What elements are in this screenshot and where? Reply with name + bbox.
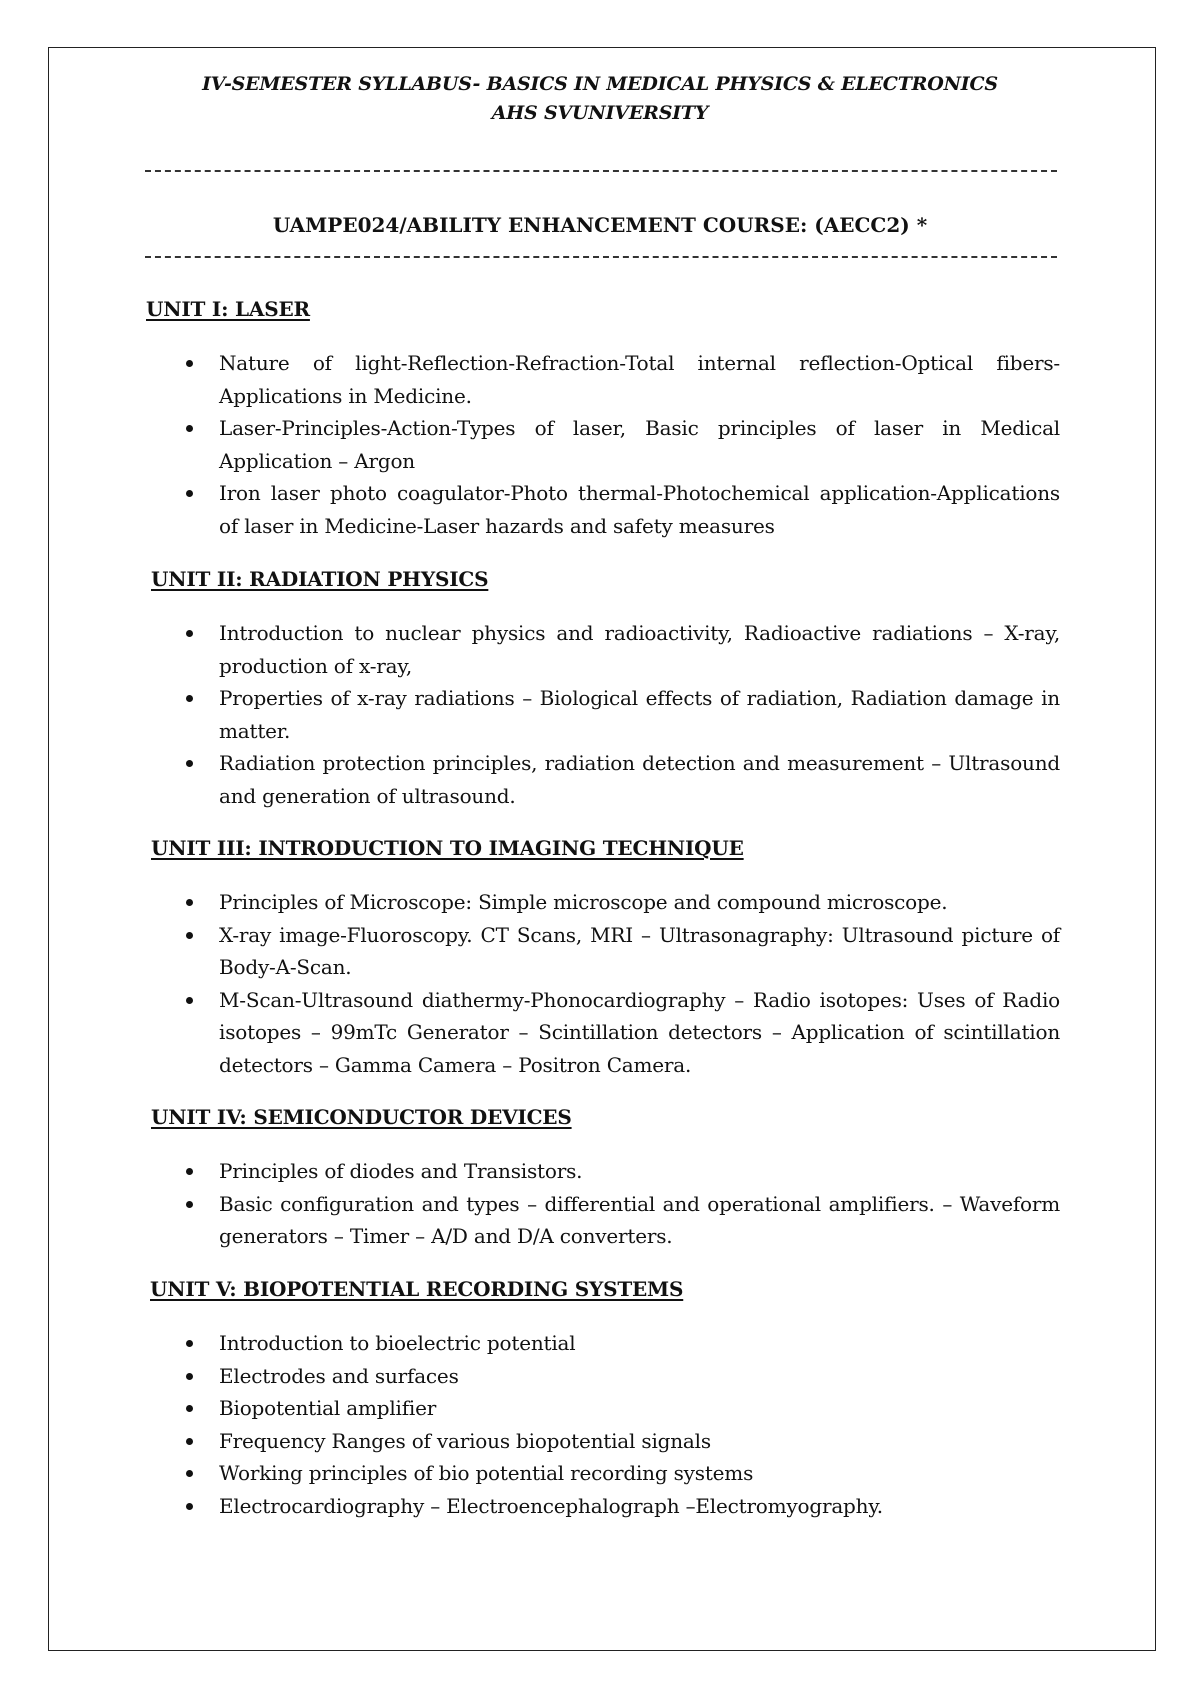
list-item: X-ray image-Fluoroscopy. CT Scans, MRI – Ultrasonagraphy: Ultrasound picture of Body-A-Scan. [181,919,1060,984]
list-item: Biopotential amplifier [181,1392,1060,1425]
list-item: Principles of diodes and Transistors. [181,1155,1060,1188]
list-item: Introduction to nuclear physics and radioactivity, Radioactive radiations – X-ray, production of x-ray, [181,617,1060,682]
list-item: Nature of light-Reflection-Refraction-Total internal reflection-Optical fibers-Applications in Medicine. [181,347,1060,412]
unit-2-list [181,617,1060,812]
list-item: Frequency Ranges of various biopotential signals [181,1425,1060,1458]
list-item: Radiation protection principles, radiation detection and measurement – Ultrasound and generation of ultrasound. [181,747,1060,812]
unit-4-list [181,1155,1060,1253]
list-item: Electrodes and surfaces [181,1360,1060,1393]
list-item: Electrocardiography – Electroencephalograph –Electromyography. [181,1490,1060,1523]
list-item: M-Scan-Ultrasound diathermy-Phonocardiography – Radio isotopes: Uses of Radio isotopes – 99mTc Generator – Scintillation detectors – Application of scintillation detectors – Gamma Camera – Positron Camera. [181,984,1060,1082]
university-name: AHS SVUNIVERSITY [491,102,709,124]
unit-heading-2: UNIT II: RADIATION PHYSICS [151,567,489,591]
list-item: Iron laser photo coagulator-Photo thermal-Photochemical application-Applications of laser in Medicine-Laser hazards and safety measures [181,477,1060,542]
unit-heading-1: UNIT I: LASER [146,297,310,321]
divider-top [145,170,1057,172]
unit-1-list [181,347,1060,542]
list-item: Properties of x-ray radiations – Biological effects of radiation, Radiation damage in matter. [181,682,1060,747]
document-title: IV-SEMESTER SYLLABUS- BASICS IN MEDICAL PHYSICS & ELECTRONICS [202,73,998,95]
unit-heading-3: UNIT III: INTRODUCTION TO IMAGING TECHNIQUE [151,836,744,860]
list-item: Basic configuration and types – differential and operational amplifiers. – Waveform generators – Timer – A/D and D/A converters. [181,1188,1060,1253]
divider-bottom [145,256,1057,258]
list-item: Principles of Microscope: Simple microscope and compound microscope. [181,886,1060,919]
unit-heading-4: UNIT IV: SEMICONDUCTOR DEVICES [151,1105,572,1129]
course-title: UAMPE024/ABILITY ENHANCEMENT COURSE: (AECC2) * [272,213,928,237]
unit-5-list [181,1327,1060,1522]
unit-3-list [181,886,1060,1081]
unit-heading-5: UNIT V: BIOPOTENTIAL RECORDING SYSTEMS [150,1277,684,1301]
list-item: Introduction to bioelectric potential [181,1327,1060,1360]
list-item: Working principles of bio potential recording systems [181,1457,1060,1490]
list-item: Laser-Principles-Action-Types of laser, Basic principles of laser in Medical Application – Argon [181,412,1060,477]
